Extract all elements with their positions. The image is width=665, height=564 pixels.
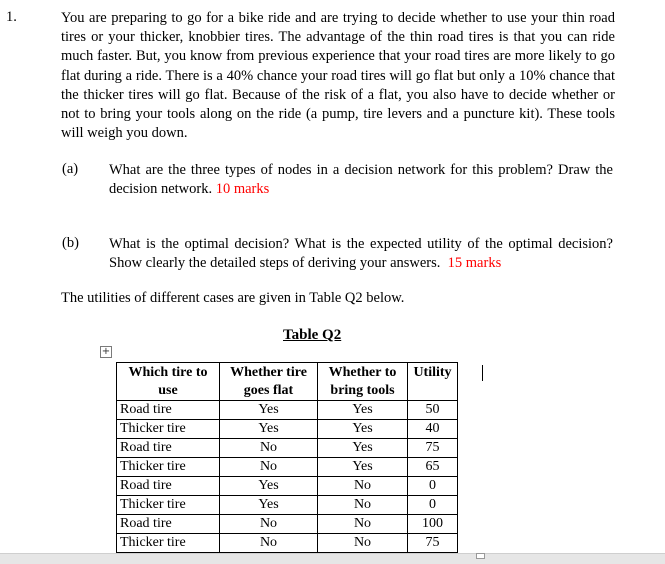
part-a-question: What are the three types of nodes in a decision network for this problem? Draw the decision network. xyxy=(109,162,613,198)
utility-table xyxy=(116,362,458,553)
table-cell: Yes xyxy=(220,420,318,439)
table-cell: No xyxy=(220,534,318,553)
table-header-cell: Whether to bring tools xyxy=(318,363,408,401)
table-row xyxy=(117,420,458,439)
table-cell: No xyxy=(220,515,318,534)
table-cell: Thicker tire xyxy=(117,458,220,477)
table-cell: Yes xyxy=(220,401,318,420)
table-header-cell: Which tire to use xyxy=(117,363,220,401)
table-cell: Yes xyxy=(318,401,408,420)
table-cell: Road tire xyxy=(117,439,220,458)
table-row xyxy=(117,534,458,553)
table-header-cell: Whether tire goes flat xyxy=(220,363,318,401)
table-cell: No xyxy=(220,439,318,458)
table-row xyxy=(117,458,458,477)
table-header-row xyxy=(117,363,458,401)
table-row xyxy=(117,477,458,496)
table-cell: 75 xyxy=(408,534,458,553)
table-cell: 0 xyxy=(408,496,458,515)
table-row xyxy=(117,515,458,534)
table-cell: Road tire xyxy=(117,515,220,534)
table-row xyxy=(117,439,458,458)
table-cell: Yes xyxy=(318,439,408,458)
question-number: 1. xyxy=(6,9,17,25)
horizontal-scrollbar[interactable] xyxy=(0,553,665,564)
table-title: Table Q2 xyxy=(283,327,342,343)
table-cell: 50 xyxy=(408,401,458,420)
table-move-handle-icon[interactable]: + xyxy=(101,346,111,357)
table-header-cell: Utility xyxy=(408,363,458,401)
table-cell: Thicker tire xyxy=(117,420,220,439)
part-a-marks: 10 marks xyxy=(215,181,270,198)
table-cell: Thicker tire xyxy=(117,496,220,515)
part-b-text xyxy=(109,235,613,273)
part-a-text xyxy=(109,161,613,199)
table-cell: No xyxy=(318,534,408,553)
table-cell: Road tire xyxy=(117,401,220,420)
table-cell: 40 xyxy=(408,420,458,439)
text-cursor xyxy=(482,365,483,381)
table-cell: Yes xyxy=(220,496,318,515)
part-b-question: What is the optimal decision? What is the expected utility of the optimal decision? Show clearly the detailed steps of deriving your answers. xyxy=(109,236,613,272)
table-cell: Yes xyxy=(318,458,408,477)
table-row xyxy=(117,496,458,515)
table-row xyxy=(117,401,458,420)
table-cell: No xyxy=(318,515,408,534)
scrollbar-thumb[interactable] xyxy=(476,553,485,559)
table-cell: 65 xyxy=(408,458,458,477)
table-cell: Thicker tire xyxy=(117,534,220,553)
table-cell: 0 xyxy=(408,477,458,496)
part-b-label: (b) xyxy=(62,235,79,251)
table-cell: Yes xyxy=(318,420,408,439)
table-cell: Yes xyxy=(220,477,318,496)
table-cell: No xyxy=(318,496,408,515)
part-b-marks: 15 marks xyxy=(447,255,502,272)
utilities-note: The utilities of different cases are given in Table Q2 below. xyxy=(61,290,405,306)
part-a-label: (a) xyxy=(62,161,79,177)
table-cell: Road tire xyxy=(117,477,220,496)
table-cell: 75 xyxy=(408,439,458,458)
table-cell: No xyxy=(318,477,408,496)
table-cell: No xyxy=(220,458,318,477)
table-cell: 100 xyxy=(408,515,458,534)
question-intro: You are preparing to go for a bike ride and are trying to decide whether to use your thin road tires or your thicker, knobbier tires. The advantage of the thin road tires is that you can ride much faster. But, you know from previous experience that your road tires are more likely to go flat during a ride. There is a 40% chance your road tires will go flat but only a 10% chance that the thicker tires will go flat. Because of the risk of a flat, you also have to decide whether or not to bring your tools along on the ride (a pump, tire levers and a puncture kit). These tools will weigh you down. xyxy=(61,10,615,142)
